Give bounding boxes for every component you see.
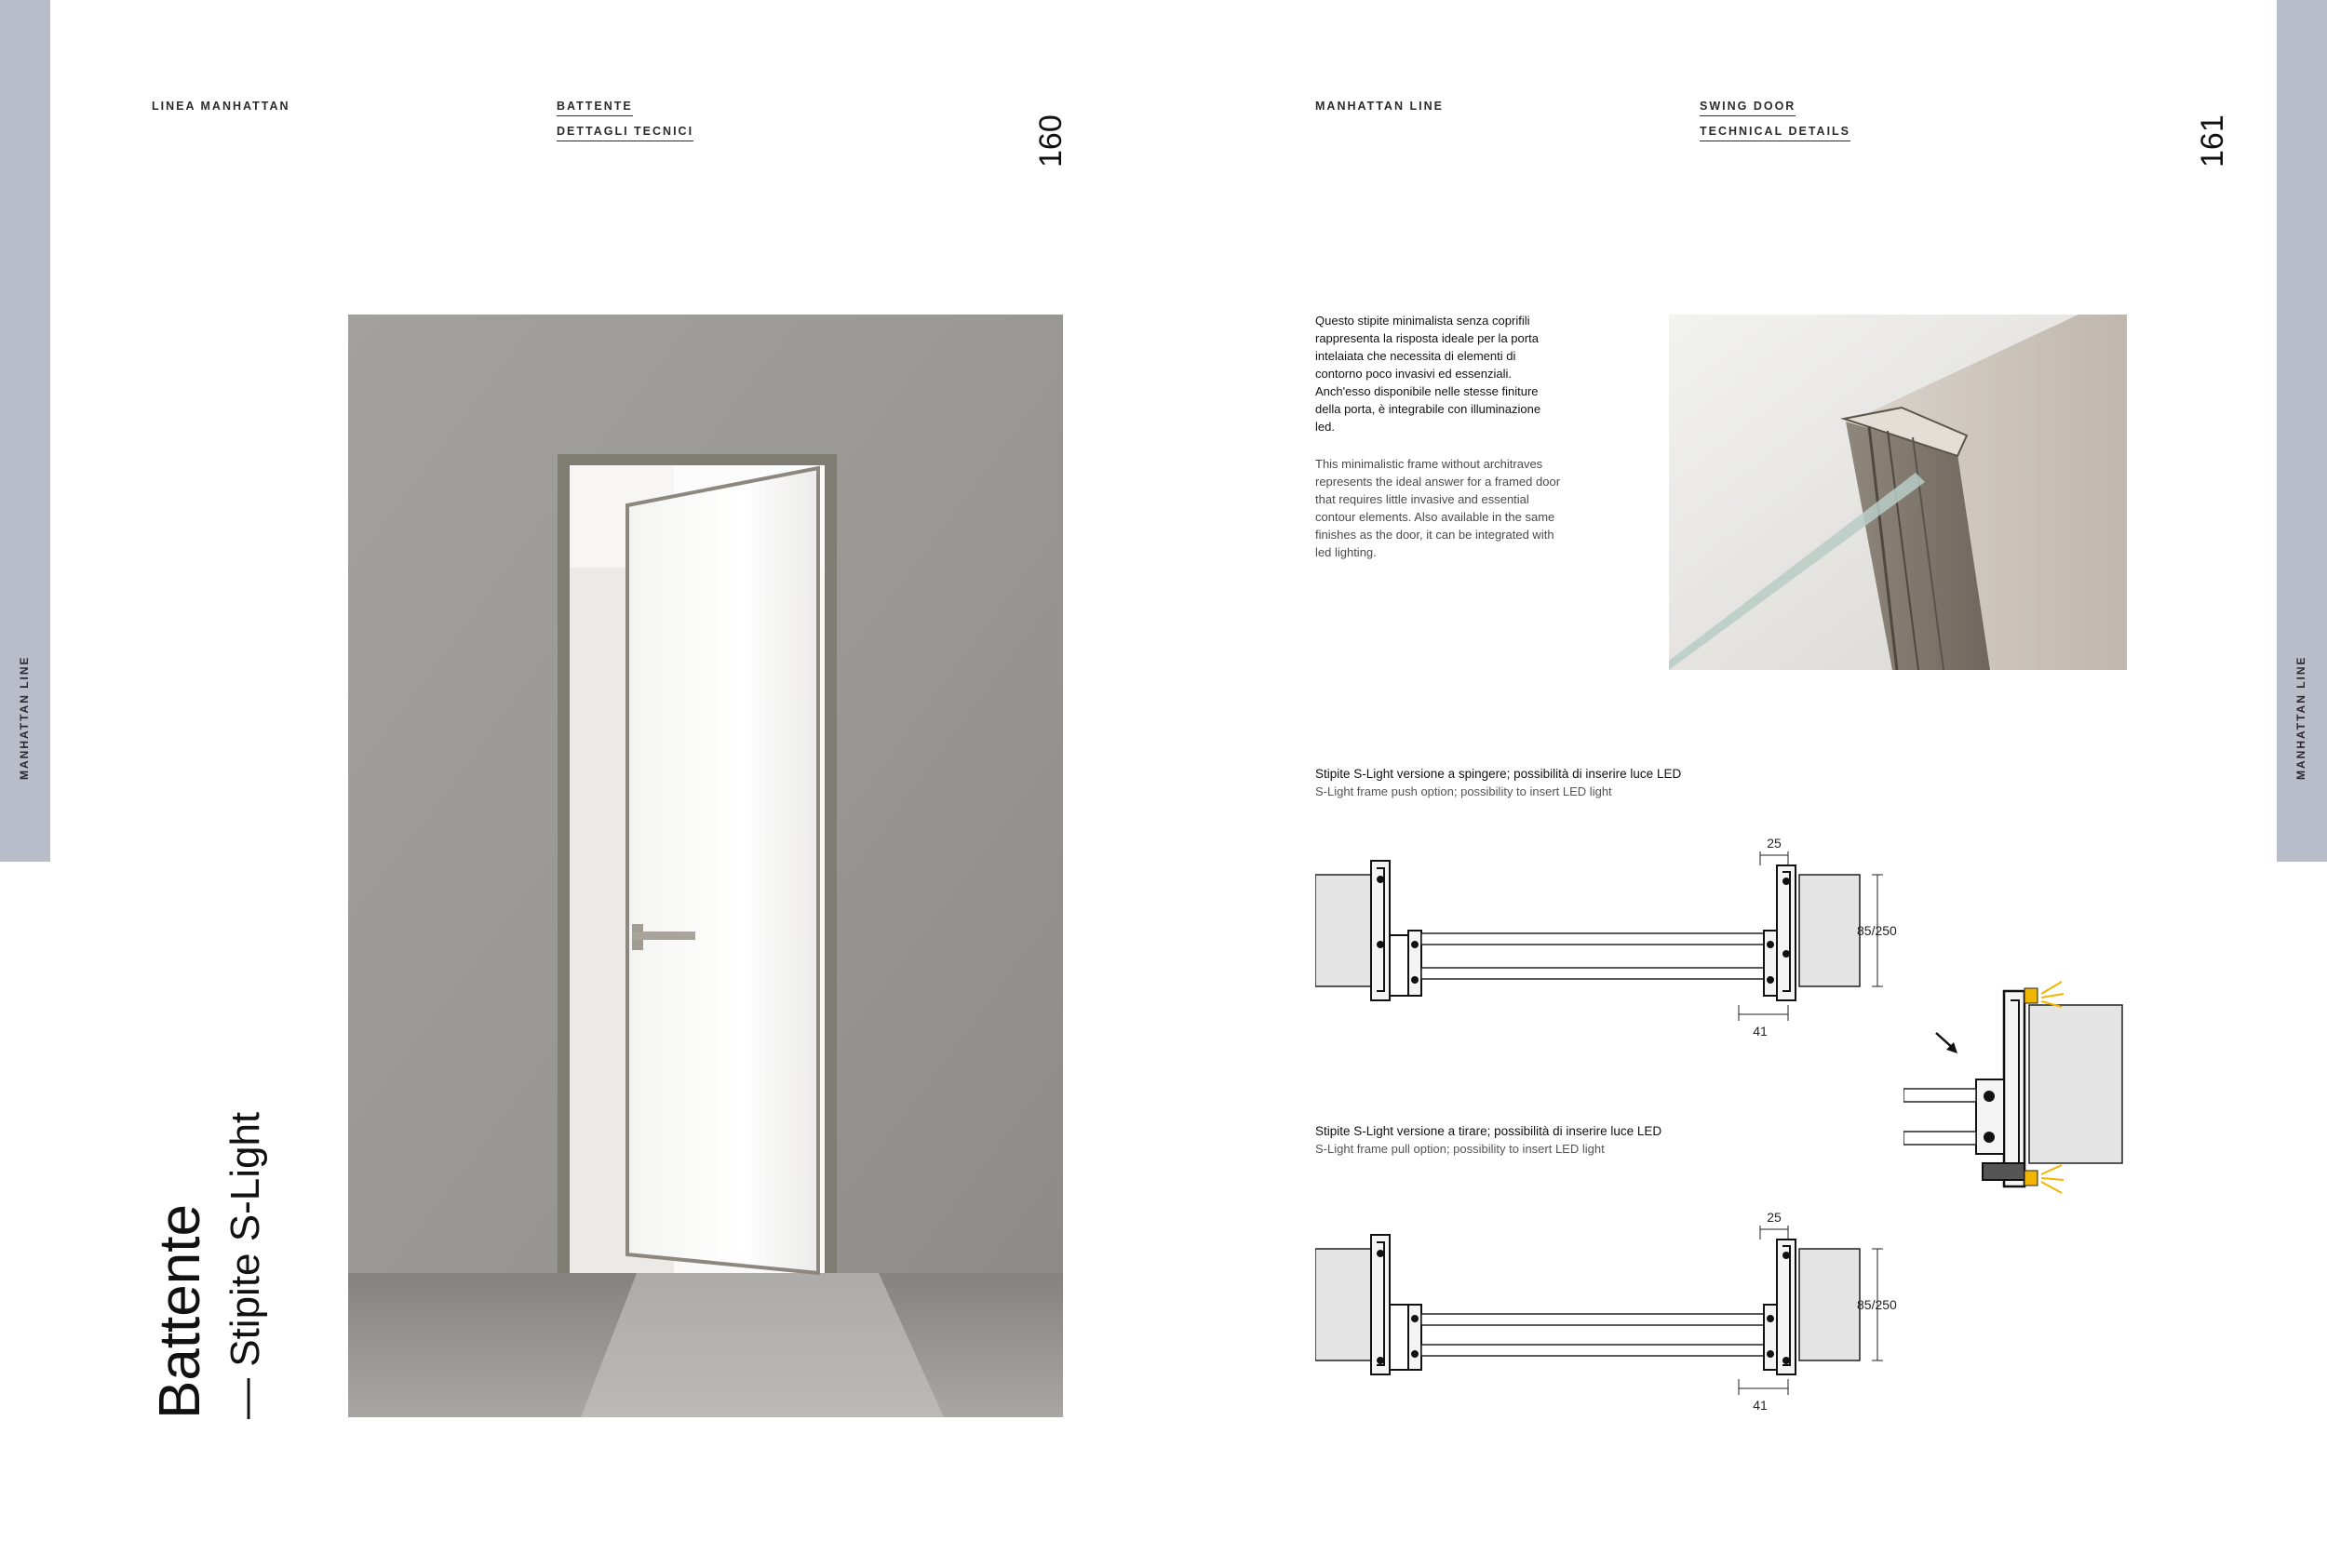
left-page-number: 160 [1033, 114, 1069, 168]
right-profile-push [1764, 865, 1796, 1000]
push-option-drawing [1315, 814, 1911, 1047]
pull-dim-side: 85/250 [1857, 1297, 1897, 1312]
led-detail-drawing [1903, 977, 2132, 1196]
page-title: Battente [148, 1204, 212, 1419]
push-dim-top: 25 [1767, 836, 1782, 851]
pull-option-drawing [1315, 1188, 1911, 1421]
frame-detail-photo [1669, 315, 2127, 670]
right-header-line: MANHATTAN LINE [1315, 100, 1444, 113]
pull-dim-top: 25 [1767, 1210, 1782, 1225]
description-italian: Questo stipite minimalista senza coprifili rappresenta la risposta ideale per la porta intelaiata che necessita di elementi di contorno poco invasivi ed essenziali. Anch'esso disponibile nelle stesse finiture della porta, è integrabile con illuminazione led. [1315, 314, 1541, 434]
left-header-cat-2: DETTAGLI TECNICI [557, 125, 693, 141]
page-subtitle: — Stipite S-Light [222, 1111, 268, 1419]
right-header-cat-2: TECHNICAL DETAILS [1700, 125, 1850, 141]
left-profile-push [1371, 861, 1421, 1000]
right-side-label: MANHATTAN LINE [2294, 655, 2307, 780]
right-page-number: 161 [2195, 114, 2230, 168]
push-caption-italian: Stipite S-Light versione a spingere; possibilità di inserire luce LED [1315, 767, 1682, 781]
door-photo [348, 315, 1063, 1417]
left-header-line: LINEA MANHATTAN [152, 100, 290, 113]
right-side-tab [2277, 0, 2327, 862]
description-english: This minimalistic frame without architraves represents the ideal answer for a framed door that requires little invasive and essential contour elements. Also available in the same finishes as the door, it can be integrated with led lighting. [1315, 457, 1561, 559]
left-side-tab [0, 0, 50, 862]
push-dim-side: 85/250 [1857, 923, 1897, 938]
push-caption-english: S-Light frame push option; possibility to insert LED light [1315, 784, 1612, 798]
right-profile-pull [1764, 1240, 1796, 1374]
left-side-label: MANHATTAN LINE [18, 655, 31, 780]
left-header-cat-1: BATTENTE [557, 100, 633, 116]
push-dim-bottom: 41 [1753, 1024, 1768, 1039]
left-profile-pull [1371, 1235, 1421, 1374]
pull-dim-bottom: 41 [1753, 1398, 1768, 1413]
pull-caption-italian: Stipite S-Light versione a tirare; possibilità di inserire luce LED [1315, 1124, 1662, 1138]
pull-caption-english: S-Light frame pull option; possibility to insert LED light [1315, 1142, 1605, 1156]
right-header-cat-1: SWING DOOR [1700, 100, 1796, 116]
